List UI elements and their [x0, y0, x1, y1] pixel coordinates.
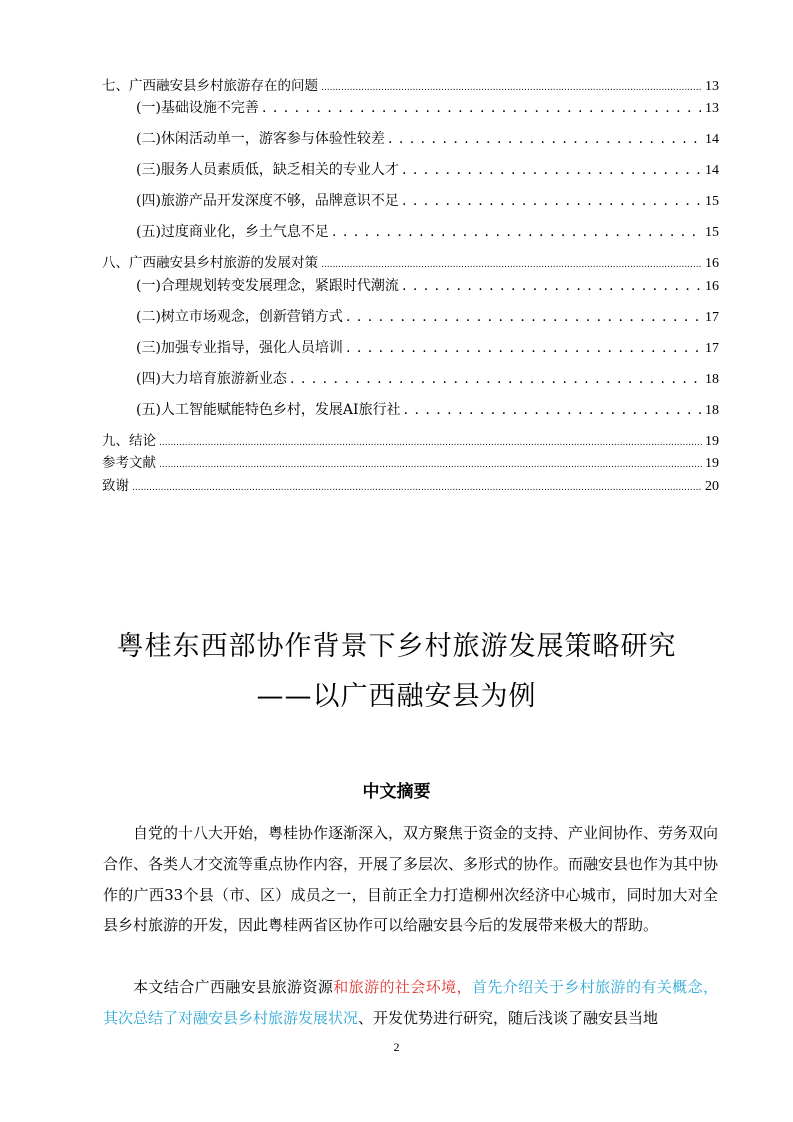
toc-entry-title: (四)旅游产品开发深度不够，品牌意识不足 [136, 193, 399, 210]
toc-dot-leader [321, 253, 702, 275]
toc-entry-title: 七、广西融安县乡村旅游存在的问题 [102, 78, 318, 94]
toc-dot-leader [321, 76, 702, 98]
toc-entry-page: 14 [705, 132, 719, 148]
page-number: 2 [393, 1040, 400, 1054]
toc-entry-page: 18 [705, 402, 719, 418]
table-of-contents [102, 76, 719, 498]
toc-dot-leader [290, 369, 702, 389]
toc-entry[interactable] [102, 307, 719, 338]
paragraph-text: 自党的十八大开始，粤桂协作逐渐深入，双方聚焦于资金的支持、产业间协作、劳务双向合作、各类人才交流等重点协作内容，开展了多层次、多形式的协作。而融安县也作为其中协作的广西33个县（市、区）成员之一，目前正全力打造柳州次经济中心城市，同时加大对全县乡村旅游的开发，因此粤桂两省区协作可以给融安县今后的发展带来极大的帮助。 [103, 824, 719, 935]
toc-entry-page: 15 [705, 225, 719, 241]
toc-entry[interactable] [102, 160, 719, 191]
toc-entry-page: 13 [705, 101, 719, 117]
toc-dot-leader [132, 476, 702, 498]
toc-entry-page: 18 [705, 371, 719, 387]
toc-dot-leader [402, 276, 702, 296]
toc-dot-leader [404, 400, 702, 420]
toc-dot-leader [402, 191, 702, 211]
paragraph-segment: 、开发优势进行研究，随后浅谈了融安县当地 [358, 1008, 659, 1027]
toc-entry-page: 15 [705, 194, 719, 210]
toc-entry[interactable] [102, 369, 719, 400]
toc-entry[interactable] [102, 253, 719, 275]
highlighted-text-cyan: 首先介绍关于乡村旅游的有关概念，其次总结了对融安县乡村旅游发展状况 [103, 978, 718, 1027]
paragraph-text [103, 972, 718, 1034]
toc-entry[interactable] [102, 98, 719, 129]
abstract-heading: 中文摘要 [362, 782, 431, 802]
paper-title-line2: ——以广西融安县为例 [256, 681, 537, 712]
toc-entry[interactable] [102, 453, 719, 475]
toc-entry-title: (二)休闲活动单一，游客参与体验性较差 [136, 131, 385, 148]
toc-dot-leader [262, 98, 702, 118]
toc-entry-page: 17 [705, 340, 719, 356]
toc-entry-page: 17 [705, 309, 719, 325]
toc-entry[interactable] [102, 476, 719, 498]
toc-entry-page: 20 [705, 478, 719, 494]
toc-entry-page: 16 [705, 256, 719, 272]
toc-entry-title: 九、结论 [102, 432, 156, 449]
toc-entry[interactable] [102, 222, 719, 253]
toc-entry-title: 八、广西融安县乡村旅游的发展对策 [102, 255, 318, 272]
toc-entry-title: (二)树立市场观念，创新营销方式 [136, 308, 343, 325]
abstract-paragraph-2 [103, 972, 718, 1034]
toc-entry-title: (三)服务人员素质低，缺乏相关的专业人才 [136, 162, 399, 179]
toc-dot-leader [159, 431, 702, 453]
toc-entry[interactable] [102, 129, 719, 160]
toc-entry-title: 致谢 [102, 477, 129, 494]
toc-entry-title: (五)人工智能赋能特色乡村，发展AI旅行社 [136, 401, 401, 418]
toc-entry-title: (一)合理规划转变发展理念，紧跟时代潮流 [136, 277, 399, 294]
toc-entry[interactable] [102, 191, 719, 222]
toc-dot-leader [346, 338, 702, 358]
toc-entry-title: 参考文献 [102, 455, 156, 472]
toc-entry-title: (三)加强专业指导，强化人员培训 [136, 339, 343, 356]
toc-dot-leader [388, 129, 702, 149]
toc-entry-title: (四)大力培育旅游新业态 [136, 370, 287, 387]
toc-entry-page: 19 [705, 456, 719, 472]
paper-title-line1: 粤桂东西部协作背景下乡村旅游发展策略研究 [116, 631, 677, 662]
toc-dot-leader [346, 307, 702, 327]
toc-entry-page: 14 [705, 163, 719, 179]
toc-entry[interactable] [102, 338, 719, 369]
toc-entry-title: (一)基础设施不完善 [136, 100, 259, 117]
toc-entry-title: (五)过度商业化，乡土气息不足 [136, 224, 329, 241]
toc-entry-page: 19 [705, 433, 719, 449]
toc-dot-leader [332, 222, 702, 242]
toc-entry[interactable] [102, 400, 719, 431]
toc-entry[interactable] [102, 76, 719, 98]
abstract-paragraph-1 [103, 818, 718, 941]
highlighted-text-red: 和旅游的社会环境， [333, 978, 472, 996]
toc-entry-page: 16 [705, 278, 719, 294]
toc-dot-leader [159, 453, 702, 475]
toc-dot-leader [402, 160, 702, 180]
paragraph-segment: 本文结合广西融安县旅游资源 [133, 978, 334, 996]
toc-entry[interactable] [102, 276, 719, 307]
toc-entry[interactable] [102, 431, 719, 453]
toc-entry-page: 13 [705, 79, 719, 94]
